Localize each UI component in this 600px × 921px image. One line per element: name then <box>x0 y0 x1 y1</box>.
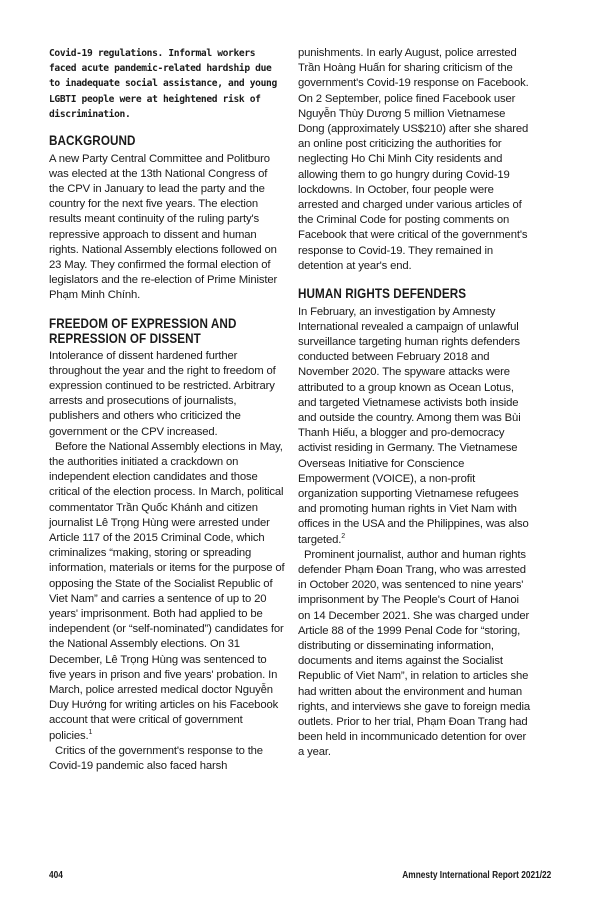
freedom-paragraph-3: Critics of the government's response to the Covid-19 pandemic also faced harsh <box>49 744 263 773</box>
report-title: Amnesty International Report 2021/22 <box>401 870 551 881</box>
footnote-ref-1[interactable]: 1 <box>88 728 93 736</box>
hrd-paragraph-1 <box>298 305 534 548</box>
freedom-paragraph-2 <box>49 440 285 744</box>
freedom-heading-line1: FREEDOM OF EXPRESSION AND <box>49 315 237 331</box>
freedom-paragraph-1: Intolerance of dissent hardened further throughout the year and the right to freedom of expression continued to be restricted. Arbitrary arrests and prosecutions of journalists, publishers and others who criticized the government or the CPV increased. <box>49 349 276 438</box>
hrd-paragraph-1-text: In February, an investigation by Amnesty International revealed a campaign of unlawful surveillance targeting human rights defenders conducted between February 2018 and November 2020. The spyware attacks were attributed to a group known as Ocean Lotus, and targeted Vietnamese activists both inside and outside the country. Among them was Bùi Thanh Hiếu, a blogger and pro-democracy activist residing in Germany. The Vietnamese Overseas Initiative for Conscience Empowerment (VOICE), a non-profit organization supporting Vietnamese refugees and promoting human rights in Viet Nam with offices in the USA and the Philippines, was also targeted. <box>298 305 529 546</box>
background-paragraph: A new Party Central Committee and Politburo was elected at the 13th National Congress of the CPV in January to lead the party and the country for the next five years. The election results meant continuity of the ruling party's repressive approach to dissent and human rights. National Assembly elections followed on 23 May. They confirmed the formal election of legislators and the re-election of Prime Minister Phạm Minh Chính. <box>49 152 278 302</box>
continued-paragraph: punishments. In early August, police arrested Trần Hoàng Huấn for sharing criticism of the government's Covid-19 response on Facebook. On 2 September, police fined Facebook user Nguyễn Thùy Dương 5 million Vietnamese Dong (approximately US$210) after she shared an online post criticizing the authorities for neglecting Ho Chi Minh City residents and allowing them to go hungry during Covid-19 lockdowns. In October, four people were arrested and charged under various articles of the Criminal Code for posting comments on Facebook that were critical of the government's response to Covid-19. They remained in detention at year's end. <box>298 47 529 272</box>
freedom-heading-line2: REPRESSION OF DISSENT <box>49 331 201 347</box>
page-number: 404 <box>49 870 63 881</box>
hrd-paragraph-2: Prominent journalist, author and human rights defender Phạm Đoan Trang, who was arrested in October 2020, was sentenced to nine years' imprisonment by The People's Court of Hanoi on 14 December 2021. She was charged under Article 88 of the 1999 Penal Code for “storing, distributing or disseminating information, documents and items against the Socialist Republic of Viet Nam”, in relation to articles she had written about the environment and human rights, and interviews she gave to foreign media outlets. Prior to her trial, Phạm Đoan Trang had been held in incommunicado detention for over a year. <box>298 548 531 759</box>
summary-text: Covid-19 regulations. Informal workers faced acute pandemic-related hardship due to inadequate social assistance, and young LGBTI people were at heightened risk of discrimination. <box>49 48 277 120</box>
right-column <box>298 46 534 761</box>
left-column <box>49 46 285 774</box>
freedom-heading <box>49 316 285 347</box>
freedom-paragraph-2-text: Before the National Assembly elections in May, the authorities initiated a crackdown on independent election candidates and those critical of the election process. In March, political commentator Trần Quốc Khánh and citizen journalist Lê Trọng Hùng were arrested under Article 117 of the 2015 Criminal Code, which criminalizes “making, storing or spreading information, materials or items for the purpose of opposing the State of the Socialist Republic of Viet Nam” and carries a sentence of up to 20 years' imprisonment. Both had applied to be independent (or “self-nominated”) candidates for the National Assembly elections. On 31 December, Lê Trọng Hùng was sentenced to five years in prison and five years' probation. In March, police arrested medical doctor Nguyễn Duy Hướng for writing articles on his Facebook account that were critical of government policies. <box>49 440 285 742</box>
hrd-heading: HUMAN RIGHTS DEFENDERS <box>298 286 467 302</box>
background-heading: BACKGROUND <box>49 133 136 149</box>
footnote-ref-2[interactable]: 2 <box>341 532 345 540</box>
